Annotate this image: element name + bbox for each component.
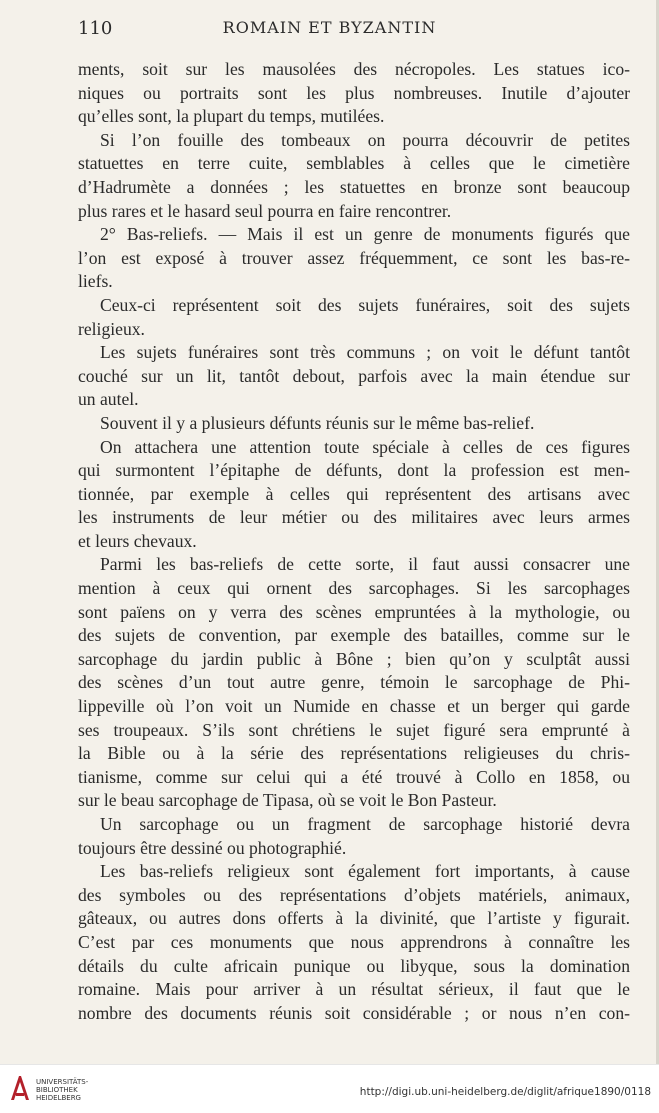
- footer-bar: [0, 1064, 659, 1113]
- text-line: un autel.: [78, 389, 139, 410]
- text-line: toujours être dessiné ou photographié.: [78, 837, 347, 858]
- library-line-2: BIBLIOTHEK: [36, 1086, 78, 1094]
- text-line: sarcophage du jardin public à Bône ; bien qu’on y sculptât aussi: [78, 648, 630, 669]
- text-line: Les bas-reliefs religieux sont également fort importants, à cause: [100, 861, 630, 882]
- text-line: Parmi les bas-reliefs de cette sorte, il faut aussi consacrer une: [100, 554, 630, 575]
- text-line: détails du culte africain punique ou libyque, sous la domination: [78, 955, 630, 976]
- library-name: [36, 1078, 88, 1102]
- text-line: romaine. Mais pour arriver à un résultat sérieux, il faut que le: [78, 979, 630, 1000]
- library-line-3: HEIDELBERG: [36, 1094, 81, 1102]
- text-line: Un sarcophage ou un fragment de sarcophage historié devra: [100, 814, 630, 834]
- text-line: nombre des documents réunis soit considérable ; or nous n’en con-: [78, 1002, 630, 1023]
- text-line: sur le beau sarcophage de Tipasa, où se voit le Bon Pasteur.: [78, 790, 497, 811]
- text-line: d’Hadrumète a données ; les statuettes en bronze sont beaucoup: [78, 176, 630, 197]
- source-url[interactable]: http://digi.ub.uni-heidelberg.de/diglit/afrique1890/0118: [359, 1086, 651, 1098]
- text-line: tianisme, comme sur celui qui a été trouvé à Collo en 1858, ou: [78, 766, 630, 787]
- library-line-1: UNIVERSITÄTS-: [36, 1078, 89, 1086]
- text-line: ments, soit sur les mausolées des nécropoles. Les statues ico-: [78, 59, 630, 79]
- text-line: l’on est exposé à trouver assez fréquemment, ce sont les bas-re-: [78, 247, 630, 268]
- text-line: Si l’on fouille des tombeaux on pourra découvrir de petites: [100, 129, 630, 150]
- body-text: [78, 58, 630, 1025]
- page-number: 110: [78, 18, 113, 39]
- text-line: des scènes d’un tout autre genre, témoin le sarcophage de Phi-: [78, 672, 630, 693]
- text-line: religieux.: [78, 318, 145, 339]
- text-line: ses troupeaux. S’ils sont chrétiens le sujet figuré sera emprunté à: [78, 719, 630, 740]
- text-line: 2° Bas-reliefs. — Mais il est un genre de monuments figurés que: [100, 224, 630, 245]
- text-line: lippeville où l’on voit un Numide en chasse et un berger qui garde: [78, 696, 630, 717]
- text-line: Les sujets funéraires sont très communs ; on voit le défunt tantôt: [100, 342, 630, 363]
- text-line: sont païens on y verra des scènes empruntées à la mythologie, ou: [78, 601, 630, 622]
- text-line: qui surmontent l’épitaphe de défunts, dont la profession est men-: [78, 460, 630, 481]
- text-line: des sujets de convention, par exemple des batailles, comme sur le: [78, 625, 630, 646]
- text-line: la Bible ou à la série des représentations religieuses du chris-: [78, 743, 630, 764]
- text-line: tionnée, par exemple à celles qui représentent des artisans avec: [78, 483, 630, 504]
- text-line: Ceux-ci représentent soit des sujets funéraires, soit des sujets: [100, 294, 630, 315]
- text-line: plus rares et le hasard seul pourra en faire rencontrer.: [78, 200, 452, 221]
- text-line: mention à ceux qui ornent des sarcophages. Si les sarcophages: [78, 578, 630, 599]
- text-line: On attachera une attention toute spéciale à celles de ces figures: [100, 436, 630, 457]
- text-line: statuettes en terre cuite, semblables à celles que le cimetière: [78, 153, 630, 174]
- text-line: C’est par ces monuments que nous apprendrons à connaître les: [78, 931, 630, 952]
- text-line: des symboles ou des représentations d’objets matériels, animaux,: [78, 884, 630, 905]
- page-header: [0, 12, 659, 44]
- text-line: liefs.: [78, 271, 113, 292]
- text-line: et leurs chevaux.: [78, 530, 197, 551]
- text-line: couché sur un lit, tantôt debout, parfois avec la main étendue sur: [78, 365, 630, 386]
- text-line: Souvent il y a plusieurs défunts réunis sur le même bas-relief.: [100, 412, 535, 433]
- text-line: gâteaux, ou autres dons offerts à la divinité, que l’artiste y figurait.: [78, 908, 630, 929]
- text-line: qu’elles sont, la plupart du temps, mutilées.: [78, 106, 385, 127]
- text-line: les instruments de leur métier ou des militaires avec leurs armes: [78, 507, 630, 528]
- running-title: ROMAIN ET BYZANTIN: [222, 18, 437, 37]
- text-line: niques ou portraits sont les plus nombreuses. Inutile d’ajouter: [78, 82, 630, 103]
- heidelberg-library-logo-icon[interactable]: [8, 1073, 32, 1103]
